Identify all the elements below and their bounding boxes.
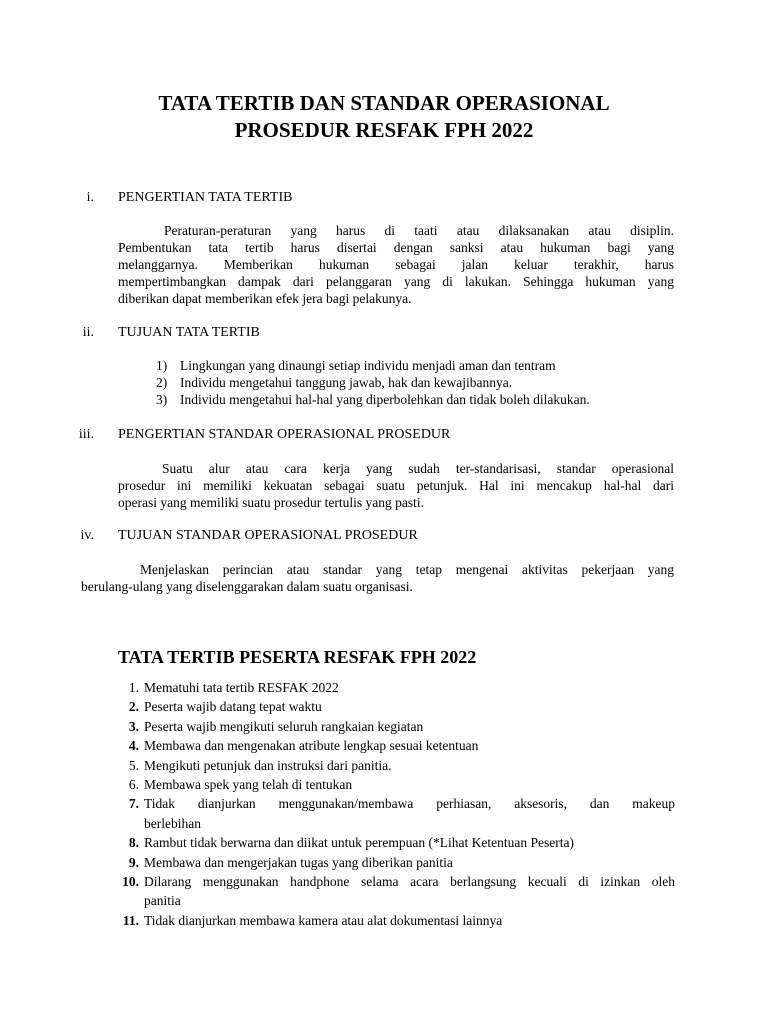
rule-number: 6.: [128, 777, 139, 793]
list-item: [156, 357, 590, 374]
paragraph-line: melanggarnya. Memberikan hukuman sebagai jalan keluar terakhir, harus: [118, 257, 674, 272]
rule-text: Membawa spek yang telah di tentukan: [144, 777, 353, 793]
rule-text: Rambut tidak berwarna dan diikat untuk perempuan (*Lihat Ketentuan Peserta): [144, 835, 574, 851]
rule-item: [100, 756, 675, 775]
list-item: [156, 391, 590, 408]
rule-number: 3.: [128, 718, 139, 734]
list-item-text: Lingkungan yang dinaungi setiap individu menjadi aman dan tentram: [180, 358, 556, 373]
list-item-text: Individu mengetahui tanggung jawab, hak dan kewajibannya.: [180, 375, 513, 390]
paragraph-line: prosedur ini memiliki kekuatan sebagai suatu petunjuk. Hal ini mencakup hal-hal dari: [118, 478, 674, 493]
rule-item: [100, 717, 675, 736]
rule-text: Tidak dianjurkan membawa kamera atau alat dokumentasi lainnya: [144, 912, 503, 928]
paragraph-line: Suatu alur atau cara kerja yang sudah ter-standarisasi, standar operasional: [162, 461, 674, 476]
rule-item: [100, 833, 675, 852]
paragraph-line: Pembentukan tata tertib harus disertai dengan sanksi atau hukuman bagi yang: [118, 240, 674, 255]
section-number: iv.: [80, 528, 94, 543]
section-number: ii.: [82, 325, 94, 340]
list-item-text: Individu mengetahui hal-hal yang diperbolehkan dan tidak boleh dilakukan.: [180, 392, 590, 407]
paragraph-line: Menjelaskan perincian atau standar yang tetap mengenai aktivitas pekerjaan yang: [140, 562, 674, 577]
document-title-line-2: PROSEDUR RESFAK FPH 2022: [234, 118, 534, 142]
section-paragraph: [118, 222, 674, 307]
section-heading: TUJUAN TATA TERTIB: [118, 325, 260, 340]
paragraph-line: berulang-ulang yang diselenggarakan dalam suatu organisasi.: [81, 579, 413, 594]
list-item-number: 3): [156, 392, 168, 407]
rule-text: Peserta wajib mengikuti seluruh rangkaian kegiatan: [144, 718, 424, 734]
section-heading: PENGERTIAN TATA TERTIB: [118, 190, 293, 205]
list-item: [156, 374, 590, 391]
rule-number: 7.: [128, 796, 139, 812]
rule-number: 4.: [128, 738, 139, 754]
paragraph-line: diberikan dapat memberikan efek jera bagi pelakunya.: [118, 291, 412, 306]
rule-item: [100, 775, 675, 794]
rule-text: Peserta wajib datang tepat waktu: [144, 699, 322, 715]
rule-number: 5.: [128, 757, 139, 773]
section-paragraph: [118, 460, 674, 511]
section-heading: TUJUAN STANDAR OPERASIONAL PROSEDUR: [118, 528, 418, 543]
rule-item: [100, 911, 675, 930]
section-number: iii.: [78, 427, 94, 442]
paragraph-line: mempertimbangkan dampak dari pelanggaran yang di lakukan. Sehingga hukuman yang: [118, 274, 674, 289]
rule-text: Membawa dan mengerjakan tugas yang diberikan panitia: [144, 854, 453, 870]
section-heading: PENGERTIAN STANDAR OPERASIONAL PROSEDUR: [118, 427, 451, 442]
section-number: i.: [86, 190, 94, 205]
rule-item: [100, 697, 675, 716]
rule-item: [100, 678, 675, 697]
paragraph-line: operasi yang memiliki suatu prosedur tertulis yang pasti.: [118, 495, 424, 510]
rules-list: [100, 678, 675, 930]
rule-number: 10.: [122, 874, 139, 890]
rules-title: TATA TERTIB PESERTA RESFAK FPH 2022: [118, 647, 477, 667]
list-item-number: 1): [156, 358, 168, 373]
rule-text: Dilarang menggunakan handphone selama acara berlangsung kecuali di izinkan oleh: [144, 874, 675, 890]
rule-text-continuation: berlebihan: [144, 815, 201, 831]
section-paragraph: [81, 561, 674, 595]
document-title: [0, 90, 768, 144]
list-item-number: 2): [156, 375, 168, 390]
rule-text: Mematuhi tata tertib RESFAK 2022: [144, 680, 339, 695]
rule-item: [100, 853, 675, 872]
paragraph-line: Peraturan-peraturan yang harus di taati atau dilaksanakan atau disiplin.: [164, 223, 674, 238]
objectives-list: [156, 357, 590, 408]
rule-number: 1.: [128, 680, 139, 695]
rule-number: 8.: [128, 835, 139, 851]
rule-number: 9.: [128, 854, 139, 870]
rule-number: 11.: [122, 912, 139, 928]
rule-text-continuation: panitia: [144, 893, 181, 909]
rule-item: [100, 736, 675, 755]
rule-number: 2.: [128, 699, 139, 715]
document-title-line-1: TATA TERTIB DAN STANDAR OPERASIONAL: [158, 91, 610, 115]
rule-text: Membawa dan mengenakan atribute lengkap sesuai ketentuan: [144, 738, 479, 754]
rule-item: [100, 872, 675, 911]
rule-text: Tidak dianjurkan menggunakan/membawa perhiasan, aksesoris, dan makeup: [144, 796, 675, 812]
rule-item: [100, 794, 675, 833]
rule-text: Mengikuti petunjuk dan instruksi dari panitia.: [144, 757, 392, 773]
